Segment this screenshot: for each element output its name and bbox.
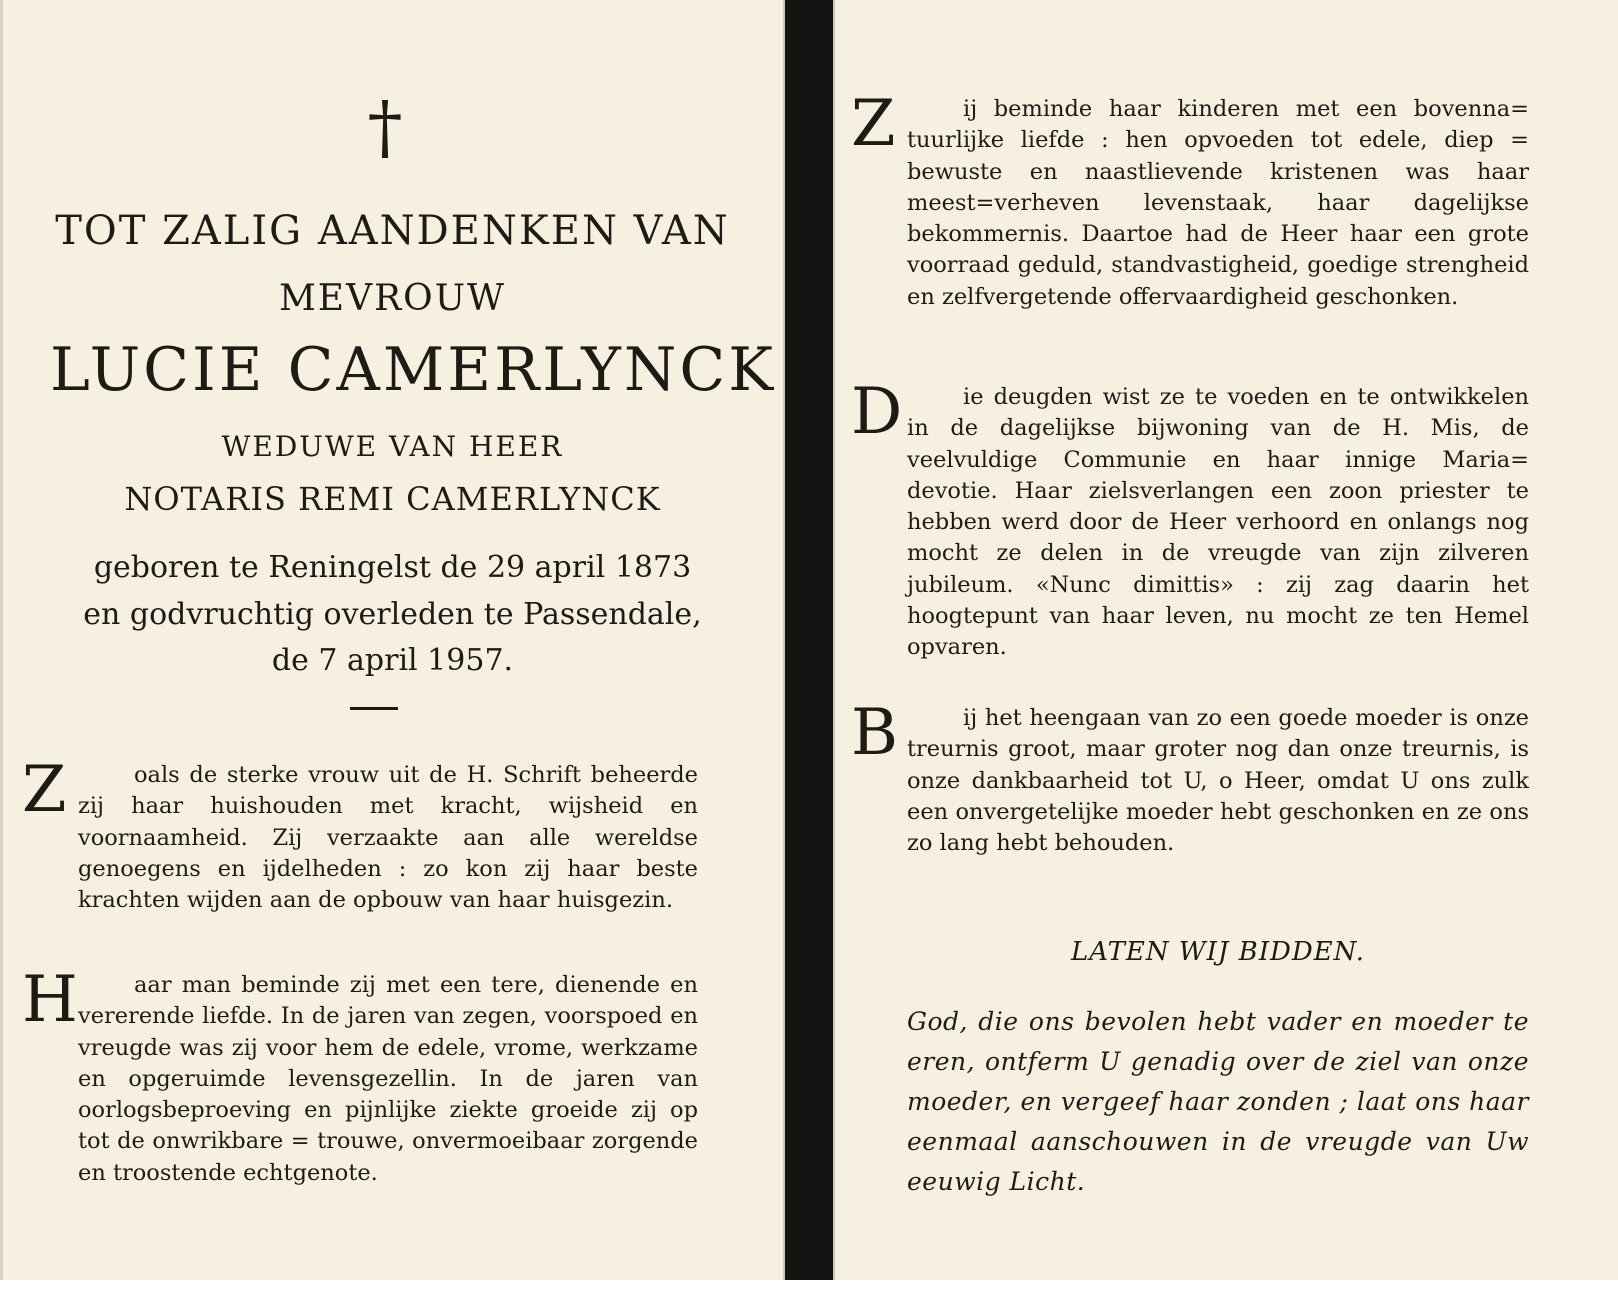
deceased-name: LUCIE CAMERLYNCK — [50, 335, 777, 405]
widow-line: WEDUWE VAN HEER — [221, 430, 564, 463]
paragraph-text: oals de sterke vrouw uit de H. Schrift beheerde zij haar huishouden met kracht, wijsheid en voornaamheid. Zij verzaakte aan alle wereldse genoegens en ijdelheden : zo kon zij haar beste krachten wijden aan de opbouw van haar huisgezin. — [78, 762, 698, 914]
husband-line: NOTARIS REMI CAMERLYNCK — [124, 480, 661, 518]
drop-cap: B — [851, 696, 899, 770]
paragraph-text: aar man beminde zij met een tere, dienende en vererende liefde. In de jaren van zegen, voorspoed en vreugde was zij voor hem de edele, vrome, werkzame en opgeruimde levensgezellin. In de jaren van oorlogsbeproeving en pijnlijke ziekte groeide zij op tot de onwrikbare = trouwe, onvermoeibaar zorgende en troostende echtgenote. — [78, 972, 698, 1186]
paragraph-text: ij beminde haar kinderen met een bovenna= tuurlijke liefde : hen opvoeden tot edele, diep = bewuste en naastlievende kristenen was haar meest=verheven levenstaak, haar dagelijkse bekommernis. Daartoe had de Heer haar een grote voorraad geduld, standvastigheid, goedige strengheid en zelfvergetende offervaardigheid geschonken. — [907, 96, 1529, 310]
drop-cap: Z — [851, 87, 896, 161]
death-place-line: en godvruchtig overleden te Passendale, — [83, 597, 702, 632]
paragraph-die — [851, 375, 1529, 664]
paragraph-text: ie deugden wist ze te voeden en te ontwikkelen in de dagelijkse bijwoning van de H. Mis, de veelvuldige Communie en haar innige Maria= devotie. Haar zielsverlangen een zoon priester te hebben werd door de Heer verhoord en onlangs nog mocht ze delen in de vreugde van zijn zilveren jubileum. «Nunc dimittis» : zij zag daarin het hoogtepunt van haar leven, nu mocht ze ten Hemel opvaren. — [907, 384, 1529, 661]
paragraph-bij — [851, 696, 1529, 859]
prayer-text: God, die ons bevolen hebt vader en moeder te eren, ontferm U genadig over de ziel van onze moeder, en vergeef haar zonden ; laat ons haar eenmaal aanschouwen in de vreugde van Uw eeuwig Licht. — [907, 1007, 1529, 1196]
paragraph-zij — [851, 87, 1529, 313]
paragraph-text: ij het heengaan van zo een goede moeder is onze treurnis groot, maar groter nog dan onze treurnis, is onze dankbaarheid tot U, o Heer, omdat U ons zulk een onvergetelijke moeder hebt geschonken en ze ons zo lang hebt behouden. — [907, 705, 1529, 857]
memorial-heading: TOT ZALIG AANDENKEN VAN — [55, 208, 730, 254]
cross-icon: † — [367, 86, 403, 168]
paragraph-haar — [22, 963, 698, 1189]
drop-cap: H — [22, 963, 78, 1037]
card-spine — [785, 0, 833, 1291]
prayer-title: LATEN WIJ BIDDEN. — [1070, 937, 1366, 967]
birth-line: geboren te Reningelst de 29 april 1873 — [93, 550, 692, 585]
death-date: de 7 april 1957. — [271, 643, 514, 678]
title-mevrouw: MEVROUW — [278, 278, 507, 319]
paragraph-zoals — [22, 753, 698, 916]
drop-cap: Z — [22, 753, 67, 827]
separator-dash — [350, 707, 398, 710]
bottom-edge — [0, 1280, 1618, 1291]
drop-cap: D — [851, 375, 903, 449]
